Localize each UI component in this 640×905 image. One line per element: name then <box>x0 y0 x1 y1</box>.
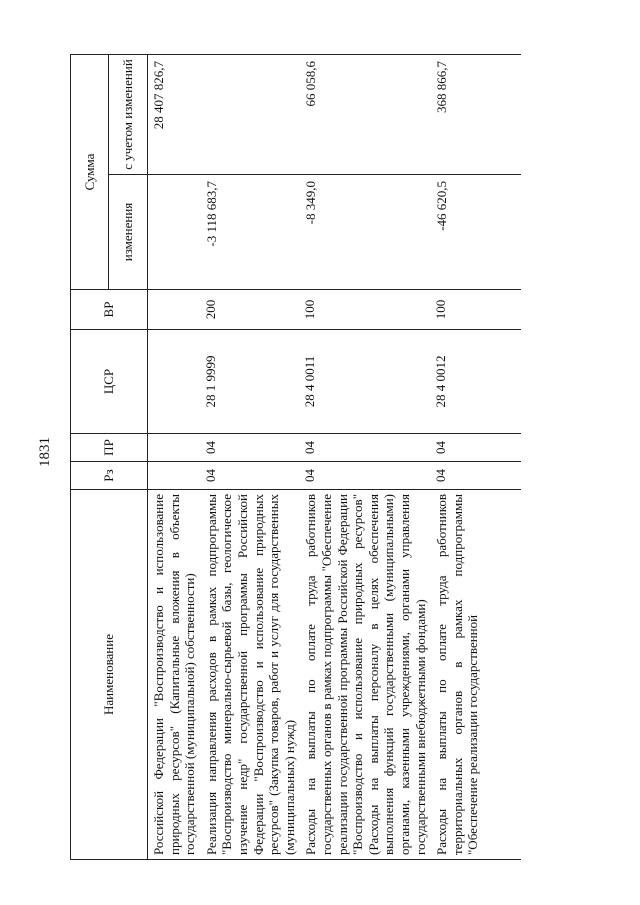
row-pr: 04 <box>201 434 301 462</box>
page-number: 1831 <box>37 437 53 467</box>
row-name: Российской Федерации "Воспроизводство и использование природных ресурсов" (Капитальные вложения в объекты государственной (муниципальной) собственности) <box>148 490 201 860</box>
header-csr: ЦСР <box>71 330 148 434</box>
row-csr: 28 1 9999 <box>201 330 301 434</box>
header-change: изменения <box>109 175 148 290</box>
header-sum: Сумма <box>71 55 109 290</box>
row-name: Расходы на выплаты по оплате труда работников территориальных органов в рамках подпрограммы "Обеспечение реализации государственной <box>431 490 521 860</box>
header-vr: ВР <box>71 290 148 330</box>
row-rz: 04 <box>201 462 301 490</box>
row-total: 28 407 826,7 <box>148 55 201 175</box>
row-pr <box>148 434 201 462</box>
row-rz: 04 <box>300 462 431 490</box>
row-rz <box>148 462 201 490</box>
table-row <box>201 55 301 860</box>
row-vr <box>148 290 201 330</box>
row-vr: 100 <box>431 290 521 330</box>
row-name: Реализация направления расходов в рамках подпрограммы "Воспроизводство минерально-сырьевой базы, геологическое изучение недр" государственной программы Российской Федерации "Воспроизводство и использование природных ресурсов" (Закупка товаров, работ и услуг для государственных (муниципальных) нужд) <box>201 490 301 860</box>
row-vr: 100 <box>300 290 431 330</box>
row-rz: 04 <box>431 462 521 490</box>
row-pr: 04 <box>431 434 521 462</box>
row-change: -8 349,0 <box>300 175 431 290</box>
budget-table-page <box>70 55 610 860</box>
table-row <box>300 55 431 860</box>
header-pr: ПР <box>71 434 148 462</box>
row-total: 368 866,7 <box>431 55 521 175</box>
row-total: 66 058,6 <box>300 55 431 175</box>
table-row <box>431 55 521 860</box>
table-row <box>148 55 201 860</box>
row-vr: 200 <box>201 290 301 330</box>
header-rz: Рз <box>71 462 148 490</box>
row-csr: 28 4 0012 <box>431 330 521 434</box>
row-csr: 28 4 0011 <box>300 330 431 434</box>
row-change: -46 620,5 <box>431 175 521 290</box>
row-change: -3 118 683,7 <box>201 175 301 290</box>
budget-table <box>70 54 521 860</box>
header-name: Наименование <box>71 490 148 860</box>
row-name: Расходы на выплаты по оплате труда работников государственных органов в рамках подпрограммы "Обеспечение реализации государственной программы Российской Федерации "Воспроизводство и использование природных ресурсов" (Расходы на выплаты персоналу в целях обеспечения выполнения функций государственными (муниципальными) органами, казенными учреждениями, органами управления государственными внебюджетными фондами) <box>300 490 431 860</box>
row-pr: 04 <box>300 434 431 462</box>
row-csr <box>148 330 201 434</box>
row-change <box>148 175 201 290</box>
header-with-change: с учетом изменений <box>109 55 148 175</box>
row-total <box>201 55 301 175</box>
